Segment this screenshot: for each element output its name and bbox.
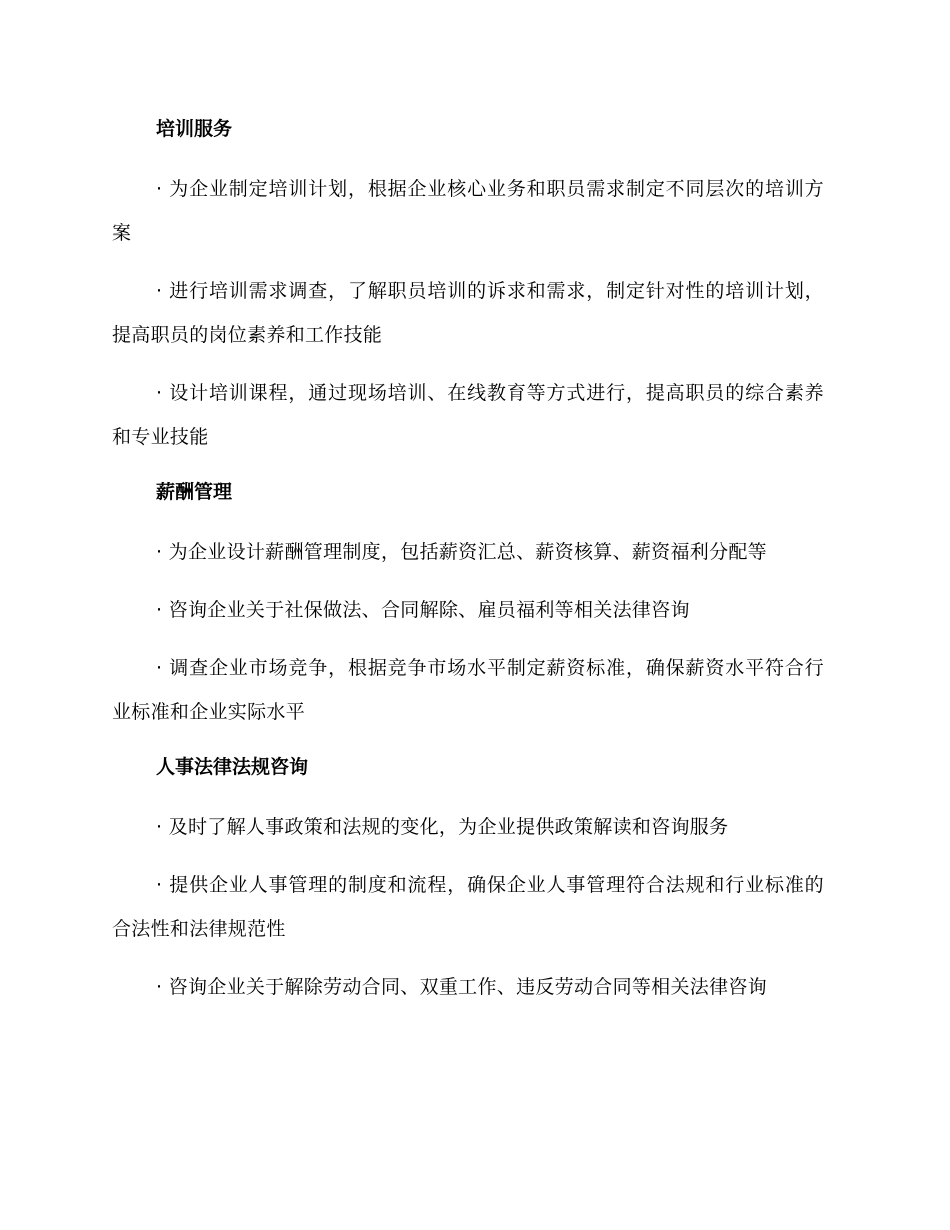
section-heading: 人事法律法规咨询 bbox=[156, 756, 309, 778]
bullet-paragraph: · 及时了解人事政策和法规的变化，为企业提供政策解读和咨询服务 bbox=[156, 816, 729, 838]
bullet-paragraph: · 咨询企业关于解除劳动合同、双重工作、违反劳动合同等相关法律咨询 bbox=[156, 976, 767, 998]
bullet-paragraph: · 设计培训课程，通过现场培训、在线教育等方式进行，提高职员的综合素养和专业技能 bbox=[112, 382, 824, 448]
section-compensation bbox=[112, 473, 824, 734]
bullet-paragraph: · 进行培训需求调查，了解职员培训的诉求和需求，制定针对性的培训计划，提高职员的岗位素养和工作技能 bbox=[112, 280, 824, 346]
bullet-paragraph: · 调查企业市场竞争，根据竞争市场水平制定薪资标准，确保薪资水平符合行业标准和企业实际水平 bbox=[112, 657, 824, 723]
bullet-paragraph: · 为企业设计薪酬管理制度，包括薪资汇总、薪资核算、薪资福利分配等 bbox=[156, 541, 767, 563]
bullet-paragraph: · 咨询企业关于社保做法、合同解除、雇员福利等相关法律咨询 bbox=[156, 599, 690, 621]
bullet-paragraph: · 为企业制定培训计划，根据企业核心业务和职员需求制定不同层次的培训方案 bbox=[112, 178, 824, 244]
bullet-paragraph: · 提供企业人事管理的制度和流程，确保企业人事管理符合法规和行业标准的合法性和法律规范性 bbox=[112, 874, 824, 940]
section-heading: 培训服务 bbox=[156, 118, 233, 140]
section-training bbox=[112, 110, 824, 459]
section-heading: 薪酬管理 bbox=[156, 481, 233, 503]
document-page bbox=[112, 110, 824, 1023]
section-hr-law bbox=[112, 748, 824, 1009]
